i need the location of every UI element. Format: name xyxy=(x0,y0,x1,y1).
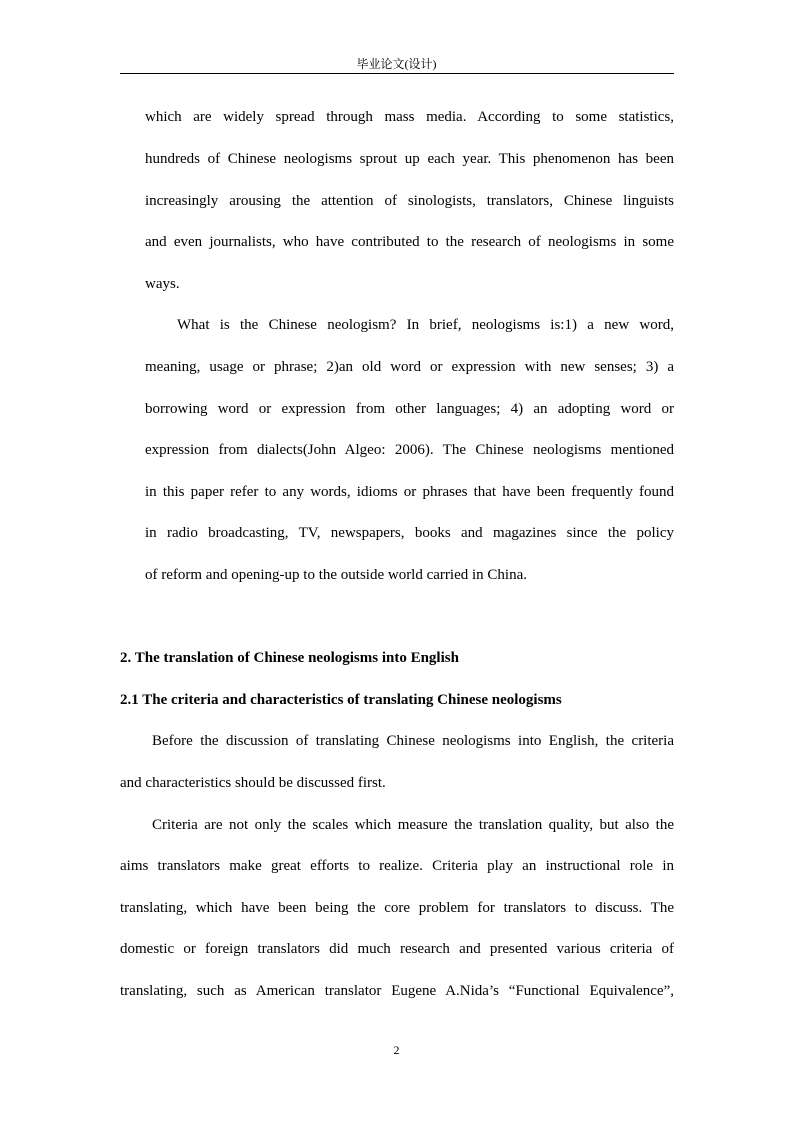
paragraph-line: expression from dialects(John Algeo: 2006). The Chinese neologisms mentioned xyxy=(145,442,674,458)
paragraph-line: What is the Chinese neologism? In brief, neologisms is:1) a new word, xyxy=(177,317,674,333)
paragraph-line: in this paper refer to any words, idioms or phrases that have been frequently found xyxy=(145,484,674,500)
paragraph-line: domestic or foreign translators did much research and presented various criteria of xyxy=(120,941,674,957)
paragraph-line: of reform and opening-up to the outside world carried in China. xyxy=(145,567,527,583)
paragraph-line: Criteria are not only the scales which measure the translation quality, but also the xyxy=(152,817,674,833)
paragraph-line: and even journalists, who have contributed to the research of neologisms in some xyxy=(145,234,674,250)
paragraph-line: Before the discussion of translating Chinese neologisms into English, the criteria xyxy=(152,733,674,749)
page-header-title: 毕业论文(设计) xyxy=(356,57,437,71)
paragraph-line: which are widely spread through mass media. According to some statistics, xyxy=(145,109,674,125)
paragraph-line: aims translators make great efforts to realize. Criteria play an instructional role in xyxy=(120,858,674,874)
paragraph-line: borrowing word or expression from other languages; 4) an adopting word or xyxy=(145,401,674,417)
subsection-heading: 2.1 The criteria and characteristics of translating Chinese neologisms xyxy=(120,692,562,708)
paragraph-line: and characteristics should be discussed first. xyxy=(120,775,386,791)
paragraph-line: increasingly arousing the attention of sinologists, translators, Chinese linguists xyxy=(145,193,674,209)
paragraph-line: translating, such as American translator Eugene A.Nida’s “Functional Equivalence”, xyxy=(120,983,674,999)
header-divider xyxy=(120,73,674,74)
page-number: 2 xyxy=(393,1043,400,1057)
paragraph-line: in radio broadcasting, TV, newspapers, books and magazines since the policy xyxy=(145,525,674,541)
paragraph-line: ways. xyxy=(145,276,180,292)
paragraph-line: meaning, usage or phrase; 2)an old word or expression with new senses; 3) a xyxy=(145,359,674,375)
paragraph-line: translating, which have been being the core problem for translators to discuss. The xyxy=(120,900,674,916)
paragraph-line: hundreds of Chinese neologisms sprout up each year. This phenomenon has been xyxy=(145,151,674,167)
section-heading: 2. The translation of Chinese neologisms into English xyxy=(120,650,459,666)
